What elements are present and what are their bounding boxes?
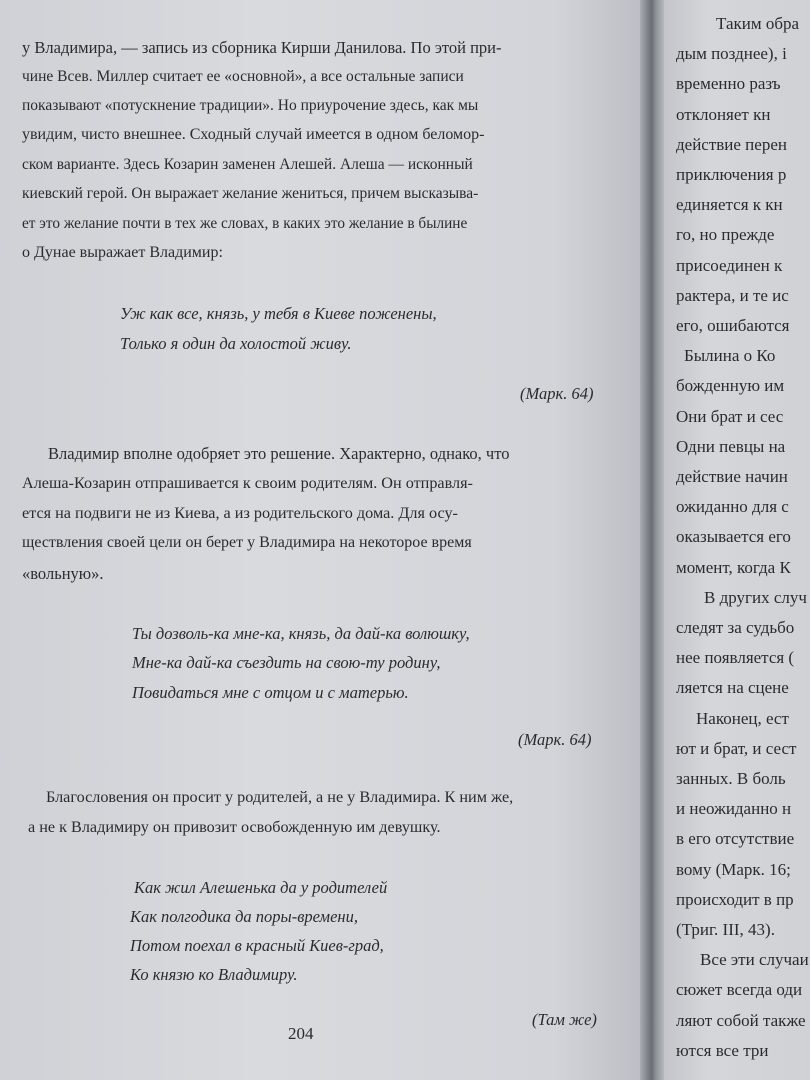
verse-line: Как жил Алешенька да у родителей: [134, 878, 388, 897]
right-page-line: Наконец, ест: [696, 708, 789, 728]
verse-line: Повидаться мне с отцом и с матерью.: [132, 683, 409, 702]
right-page-line: сюжет всегда оди: [676, 980, 803, 1000]
right-page-line: его, ошибаются: [676, 316, 790, 335]
right-page-line: (Триг. III, 43).: [676, 920, 775, 939]
paragraph-line: у Владимира, — запись из сборника Кирши Данилова. По этой при-: [22, 38, 502, 57]
paragraph-line: Благословения он просит у родителей, а не у Владимира. К ним же,: [46, 788, 514, 806]
paragraph-line: ществления своей цели он берет у Владимира на некоторое время: [22, 534, 472, 551]
right-page-line: Былина о Ко: [684, 346, 776, 366]
right-page-line: действие начин: [676, 467, 788, 486]
right-page-line: ожиданно для с: [676, 497, 789, 517]
right-page-line: нее появляется (: [676, 648, 795, 668]
verse-line: Мне-ка дай-ка съездить на свою-ту родину,: [132, 653, 441, 672]
right-page-line: рактера, и те ис: [676, 285, 789, 305]
right-page-line: в его отсутствие: [676, 829, 795, 849]
citation: (Марк. 64): [520, 384, 594, 403]
right-page-line: ют и брат, и сест: [676, 738, 797, 758]
right-page-line: Одни певцы на: [676, 436, 786, 456]
right-page-line: следят за судьбо: [676, 618, 795, 637]
verse-line: Потом поехал в красный Киев-град,: [130, 936, 384, 955]
paragraph-line: киевский герой. Он выражает желание жениться, причем высказыва-: [22, 185, 479, 202]
right-page-line: занных. В боль: [676, 769, 786, 788]
right-page-line: действие перен: [676, 134, 787, 154]
paragraph-line: чине Всев. Миллер считает ее «основной», а все остальные записи: [22, 68, 464, 85]
right-page-line: Они брат и сес: [676, 406, 784, 426]
paragraph-line: «вольную».: [22, 564, 104, 583]
right-page: [664, 0, 810, 1080]
right-page-line: приключения р: [676, 165, 787, 184]
right-page-line: Все эти случаи: [700, 950, 809, 970]
right-page-line: присоединен к: [676, 255, 783, 275]
right-page-line: вому (Марк. 16;: [676, 859, 791, 879]
right-page-line: Таким обра: [716, 14, 800, 33]
citation: (Марк. 64): [518, 730, 592, 749]
right-page-line: ются все три: [676, 1040, 769, 1060]
right-page-line: временно разъ: [676, 74, 781, 94]
right-page-line: происходит в пр: [676, 889, 794, 909]
verse-line: Ты дозволь-ка мне-ка, князь, да дай-ка волюшку,: [132, 624, 470, 643]
right-page-line: отклоняет кн: [676, 104, 771, 124]
right-page-line: единяется к кн: [676, 195, 783, 215]
right-page-line: В других случ: [704, 587, 807, 607]
verse-line: Уж как все, князь, у тебя в Киеве поженены,: [120, 304, 437, 323]
paragraph-line: ет это желание почти в тех же словах, в каких это желание в былине: [22, 215, 468, 232]
verse-line: Ко князю ко Владимиру.: [130, 965, 298, 984]
page-number: 204: [288, 1024, 314, 1043]
right-page-line: ляют собой также: [676, 1010, 806, 1030]
paragraph-line: Владимир вполне одобряет это решение. Характерно, однако, что: [48, 444, 510, 463]
paragraph-line: Алеша-Козарин отпрашивается к своим родителям. Он отправля-: [22, 474, 473, 492]
verse-line: Как полгодика да поры-времени,: [130, 907, 358, 926]
verse-line: Только я один да холостой живу.: [120, 334, 352, 353]
right-page-line: момент, когда К: [676, 557, 791, 577]
citation: (Там же): [532, 1010, 597, 1029]
paragraph-line: ется на подвиги не из Киева, а из родительского дома. Для осу-: [22, 504, 458, 522]
paragraph-line: увидим, чисто внешнее. Сходный случай имеется в одном беломор-: [22, 126, 485, 143]
right-page-line: дым позднее), і: [676, 44, 787, 64]
book-gutter: [640, 0, 666, 1080]
paragraph-line: о Дунае выражает Владимир:: [22, 244, 223, 261]
right-page-line: оказывается его: [676, 527, 791, 547]
paragraph-line: а не к Владимиру он привозит освобожденную им девушку.: [28, 818, 441, 836]
right-page-line: божденную им: [676, 376, 785, 396]
paragraph-line: ском варианте. Здесь Козарин заменен Алешей. Алеша — исконный: [22, 156, 473, 173]
paragraph-line: показывают «потускнение традиции». Но приурочение здесь, как мы: [22, 97, 479, 114]
right-page-line: го, но прежде: [676, 225, 775, 245]
right-page-line: ляется на сцене: [676, 678, 789, 698]
right-page-line: и неожиданно н: [676, 799, 792, 819]
